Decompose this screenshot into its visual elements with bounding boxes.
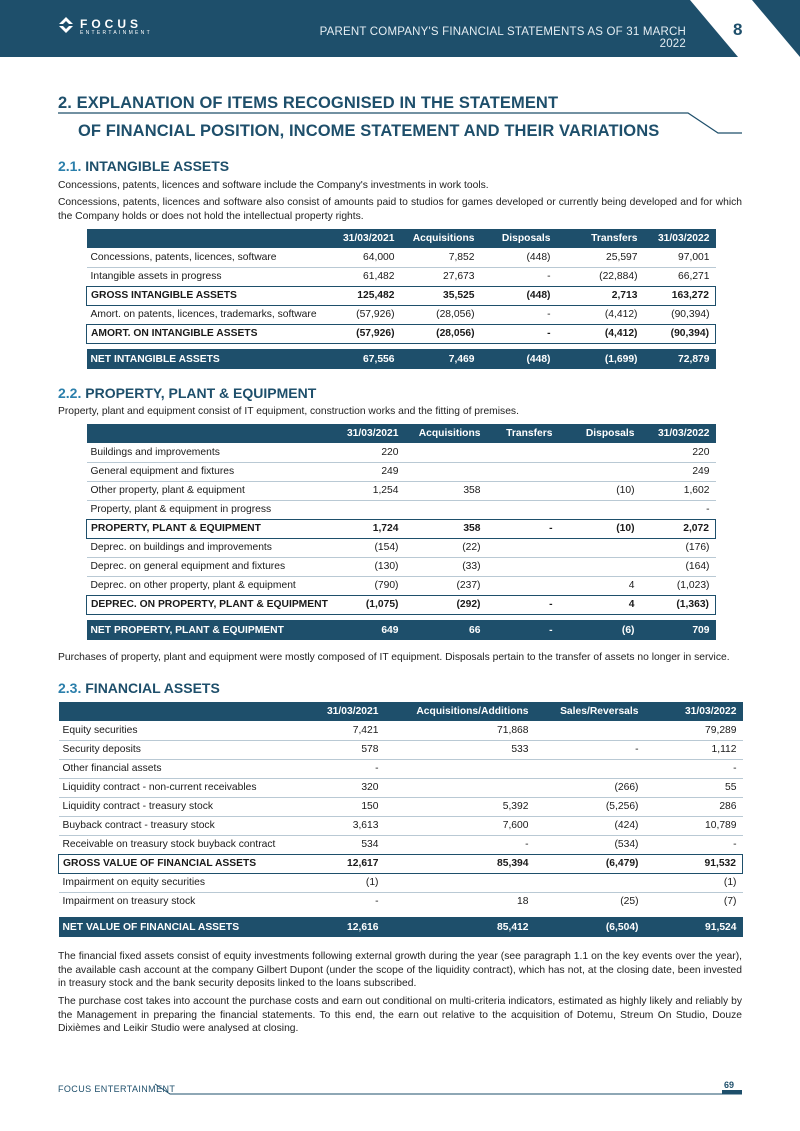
table-header-row (87, 424, 716, 443)
table-cell (487, 443, 559, 462)
net-total-row (87, 349, 716, 369)
intangible-paragraph-2: Concessions, patents, licences and software also consist of amounts paid to studios for games developed or currently being developed and for which the Company holds or does not hold the intellectual property rights. (58, 197, 742, 222)
row-label: Property, plant & equipment in progress (90, 504, 272, 515)
ppe-paragraph-2: Purchases of property, plant and equipment were mostly composed of IT equipment. Disposals pertain to the transfer of assets no longer in service. (58, 652, 730, 663)
column-header: Disposals (481, 229, 557, 248)
table-cell: 163,272 (644, 286, 716, 305)
column-header: Disposals (559, 424, 641, 443)
table-cell: (28,056) (401, 324, 481, 343)
column-header: 31/03/2021 (327, 424, 405, 443)
table-header-row (59, 702, 743, 721)
table-cell: (4,412) (604, 309, 638, 320)
table-cell: 4 (559, 595, 641, 614)
table-cell: - (706, 504, 710, 515)
subtotal-row (87, 324, 716, 343)
row-label: Intangible assets in progress (90, 271, 222, 282)
table-cell: (1,023) (676, 580, 710, 591)
row-label: Equity securities (59, 721, 309, 740)
table-cell: 12,617 (309, 854, 385, 873)
row-label: NET PROPERTY, PLANT & EQUIPMENT (87, 620, 327, 640)
column-header: 31/03/2022 (644, 229, 716, 248)
table-cell: (1) (645, 873, 743, 892)
table-cell: 2,072 (641, 519, 716, 538)
table-cell: - (309, 759, 385, 778)
ppe-heading (58, 385, 316, 401)
table-cell (487, 500, 559, 519)
table-cell: (90,394) (671, 309, 710, 320)
table-cell: 4 (628, 580, 635, 591)
column-header: Acquisitions/Additions (385, 702, 535, 721)
column-header: Transfers (557, 229, 644, 248)
table-cell: 61,482 (363, 271, 395, 282)
subtotal-row (59, 854, 743, 873)
row-label: Impairment on equity securities (59, 873, 309, 892)
column-header: 31/03/2022 (641, 424, 716, 443)
table-cell: 91,532 (645, 854, 743, 873)
table-cell: 55 (645, 778, 743, 797)
intangible-heading-number: 2.1. (58, 158, 82, 174)
table-cell: 7,600 (385, 816, 535, 835)
table-cell: 25,597 (557, 248, 644, 267)
row-label: GROSS INTANGIBLE ASSETS (87, 286, 331, 305)
table-cell: 358 (405, 481, 487, 500)
row-label: Deprec. on buildings and improvements (87, 538, 327, 557)
column-header (59, 702, 309, 721)
table-cell: (1,075) (327, 595, 405, 614)
table-cell: 220 (641, 443, 716, 462)
ppe-heading-title: PROPERTY, PLANT & EQUIPMENT (85, 385, 317, 401)
table-row (87, 462, 716, 481)
table-cell: 85,412 (385, 917, 535, 937)
table-cell: - (547, 271, 551, 282)
table-cell: - (487, 595, 559, 614)
table-cell: (57,926) (331, 324, 401, 343)
table-cell (487, 538, 559, 557)
row-label: PROPERTY, PLANT & EQUIPMENT (87, 519, 327, 538)
table-cell: 1,602 (641, 481, 716, 500)
section-title-underline (58, 112, 748, 136)
subtotal-row (87, 286, 716, 305)
table-cell: - (375, 896, 379, 908)
table-cell: (6,479) (535, 854, 645, 873)
table-cell: - (525, 839, 529, 850)
table-row (59, 835, 743, 854)
table-cell: 249 (641, 462, 716, 481)
financial-paragraph-2: The purchase cost takes into account the purchase costs and earn out conditional on multi-criteria indicators, estimated as highly likely and reliably by the Management in preparing the financial statements. To this end, the earn out relative to the acquisition of Dotemu, Streum On Studio, Douze Dixièmes and Leikir Studio were analysed at closing. (58, 996, 742, 1035)
row-label: Security deposits (59, 740, 309, 759)
table-cell: 533 (385, 740, 535, 759)
table-cell (535, 759, 645, 778)
table-cell: 66,271 (678, 271, 710, 282)
table-row (59, 797, 743, 816)
table-row (59, 721, 743, 740)
row-label: Liquidity contract - treasury stock (59, 797, 309, 816)
row-label: Amort. on patents, licences, trademarks, software (90, 309, 317, 320)
table-cell: 72,879 (644, 349, 716, 369)
table-cell: (448) (481, 248, 557, 267)
financial-heading-title: FINANCIAL ASSETS (85, 680, 220, 696)
column-header: Sales/Reversals (535, 702, 645, 721)
table-cell: (1,363) (641, 595, 716, 614)
row-label: Deprec. on other property, plant & equipment (90, 580, 296, 591)
table-row (59, 759, 743, 778)
chapter-number: 8 (733, 20, 743, 39)
table-cell (405, 443, 487, 462)
table-row (87, 538, 716, 557)
table-cell: 320 (309, 778, 385, 797)
table-cell (535, 721, 645, 740)
table-row (87, 267, 716, 286)
table-cell: 5,392 (385, 797, 535, 816)
table-cell: 35,525 (401, 286, 481, 305)
table-cell: (534) (614, 839, 639, 850)
row-label: Buildings and improvements (87, 443, 327, 462)
table-cell: (57,926) (356, 309, 395, 320)
table-cell: - (733, 839, 737, 850)
table-cell: (5,256) (535, 797, 645, 816)
row-label: Deprec. on general equipment and fixtures (87, 557, 327, 576)
table-cell: 66 (405, 620, 487, 640)
table-cell: 125,482 (331, 286, 401, 305)
table-cell: 1,112 (645, 740, 743, 759)
ppe-heading-number: 2.2. (58, 385, 82, 401)
column-header (87, 229, 331, 248)
intangible-heading-title: INTANGIBLE ASSETS (85, 158, 230, 174)
table-cell (327, 500, 405, 519)
row-label: Liquidity contract - non-current receivables (59, 778, 309, 797)
header-title: PARENT COMPANY'S FINANCIAL STATEMENTS AS OF 31 MARCH 2022 (319, 26, 686, 50)
table-cell: 67,556 (331, 349, 401, 369)
logo-name: FOCUS (80, 16, 142, 31)
column-header: Transfers (487, 424, 559, 443)
table-cell: - (547, 309, 551, 320)
row-label: Other financial assets (59, 759, 309, 778)
table-cell (559, 443, 641, 462)
financial-assets-table (58, 702, 743, 937)
table-cell (487, 576, 559, 595)
table-cell: (6) (559, 620, 641, 640)
table-cell: 220 (327, 443, 405, 462)
table-cell (535, 873, 645, 892)
table-row (59, 778, 743, 797)
row-label: General equipment and fixtures (87, 462, 327, 481)
table-cell: (25) (620, 896, 639, 908)
table-cell: 27,673 (443, 271, 475, 282)
table-row (59, 816, 743, 835)
table-cell: (424) (535, 816, 645, 835)
table-cell: (6,504) (535, 917, 645, 937)
table-row (87, 500, 716, 519)
section-title-line2: OF FINANCIAL POSITION, INCOME STATEMENT AND THEIR VARIATIONS (78, 122, 660, 140)
table-row (59, 873, 743, 892)
table-cell: (154) (327, 538, 405, 557)
table-cell: 64,000 (331, 248, 401, 267)
table-cell: 10,789 (645, 816, 743, 835)
net-total-row (59, 917, 743, 937)
table-cell: (4,412) (557, 324, 644, 343)
table-cell: (237) (456, 580, 481, 591)
row-label: GROSS VALUE OF FINANCIAL ASSETS (59, 854, 309, 873)
table-cell: 649 (327, 620, 405, 640)
financial-heading-number: 2.3. (58, 680, 82, 696)
row-label: Concessions, patents, licences, software (87, 248, 331, 267)
table-cell (487, 462, 559, 481)
financial-heading (58, 680, 220, 696)
column-header: 31/03/2021 (331, 229, 401, 248)
table-cell: (448) (481, 286, 557, 305)
table-cell: 1,254 (327, 481, 405, 500)
table-cell: 286 (645, 797, 743, 816)
table-cell: 1,724 (327, 519, 405, 538)
table-cell: (22,884) (599, 271, 638, 282)
column-header: 31/03/2022 (645, 702, 743, 721)
table-cell: (164) (641, 557, 716, 576)
table-cell (487, 481, 559, 500)
intangible-assets-table (86, 229, 716, 369)
table-cell (405, 462, 487, 481)
table-cell: (292) (405, 595, 487, 614)
table-cell: - (487, 620, 559, 640)
table-cell: (1,699) (557, 349, 644, 369)
table-cell (385, 873, 535, 892)
table-header-row (87, 229, 716, 248)
row-label: Impairment on treasury stock (62, 896, 196, 908)
table-cell: 534 (361, 839, 379, 850)
intangible-heading (58, 158, 229, 174)
table-cell: (28,056) (436, 309, 475, 320)
table-cell (405, 500, 487, 519)
table-cell: 91,524 (645, 917, 743, 937)
table-cell: (90,394) (644, 324, 716, 343)
footer-brand: FOCUS ENTERTAINMENT (58, 1084, 176, 1094)
table-cell: (266) (535, 778, 645, 797)
table-cell: - (645, 759, 743, 778)
column-header (87, 424, 327, 443)
table-cell: 7,852 (401, 248, 481, 267)
table-cell: 79,289 (645, 721, 743, 740)
table-cell: (790) (374, 580, 399, 591)
table-cell (559, 462, 641, 481)
ppe-table (86, 424, 716, 640)
row-label: NET INTANGIBLE ASSETS (87, 349, 331, 369)
table-cell: (22) (405, 538, 487, 557)
column-header: Acquisitions (401, 229, 481, 248)
table-cell: - (487, 519, 559, 538)
table-cell: 358 (405, 519, 487, 538)
table-cell: (7) (723, 896, 737, 908)
table-row (87, 576, 716, 595)
table-cell: - (481, 324, 557, 343)
table-cell (385, 778, 535, 797)
table-cell: 7,469 (401, 349, 481, 369)
table-cell: (10) (559, 519, 641, 538)
table-cell: (1) (309, 873, 385, 892)
row-label: DEPREC. ON PROPERTY, PLANT & EQUIPMENT (87, 595, 327, 614)
table-cell: 709 (641, 620, 716, 640)
table-cell: - (535, 740, 645, 759)
column-header: 31/03/2021 (309, 702, 385, 721)
table-cell: 249 (327, 462, 405, 481)
row-label: AMORT. ON INTANGIBLE ASSETS (87, 324, 331, 343)
logo-subtitle: ENTERTAINMENT (80, 29, 152, 36)
intangible-paragraph-1: Concessions, patents, licences and software include the Company's investments in work tools. (58, 180, 489, 191)
focus-logo (58, 16, 152, 38)
subtotal-row (87, 595, 716, 614)
table-cell (559, 500, 641, 519)
table-cell: 97,001 (644, 248, 716, 267)
net-total-row (87, 620, 716, 640)
table-cell: (10) (559, 481, 641, 500)
row-label: Other property, plant & equipment (87, 481, 327, 500)
table-row (87, 248, 716, 267)
subtotal-row (87, 519, 716, 538)
table-row (59, 740, 743, 759)
table-cell (487, 557, 559, 576)
page-number: 69 (724, 1080, 735, 1090)
row-label: Buyback contract - treasury stock (59, 816, 309, 835)
table-cell: 71,868 (385, 721, 535, 740)
table-cell: 85,394 (385, 854, 535, 873)
row-label: Receivable on treasury stock buyback contract (62, 839, 276, 850)
table-cell: (130) (327, 557, 405, 576)
table-row (87, 557, 716, 576)
column-header: Acquisitions (405, 424, 487, 443)
table-row (59, 892, 743, 911)
table-row (87, 481, 716, 500)
table-row (87, 443, 716, 462)
table-cell: (33) (405, 557, 487, 576)
table-cell (559, 538, 641, 557)
table-cell: (176) (641, 538, 716, 557)
table-cell: (448) (481, 349, 557, 369)
section-title-line1: 2. EXPLANATION OF ITEMS RECOGNISED IN THE STATEMENT (58, 94, 559, 112)
table-cell: 18 (517, 896, 529, 908)
table-cell: 12,616 (309, 917, 385, 937)
table-cell: 578 (309, 740, 385, 759)
chapter-badge (690, 0, 800, 57)
focus-logo-icon (58, 16, 74, 38)
table-cell: 2,713 (557, 286, 644, 305)
table-cell: 3,613 (309, 816, 385, 835)
row-label: NET VALUE OF FINANCIAL ASSETS (59, 917, 309, 937)
table-cell (385, 759, 535, 778)
table-cell: 7,421 (309, 721, 385, 740)
table-cell: 150 (309, 797, 385, 816)
ppe-paragraph-1: Property, plant and equipment consist of IT equipment, construction works and the fitting of premises. (58, 406, 519, 417)
table-cell (559, 557, 641, 576)
financial-paragraph-1: The financial fixed assets consist of equity investments following external growth during the year (see paragraph 1.1 on the key events over the year), the available cash account at the company Gilbert Dupont (under the scope of the liquidity contract), which has not, at the closing date, been invested in treasury stock and the bank security deposits linked to the loans subscribed. (58, 951, 742, 990)
table-row (87, 305, 716, 324)
